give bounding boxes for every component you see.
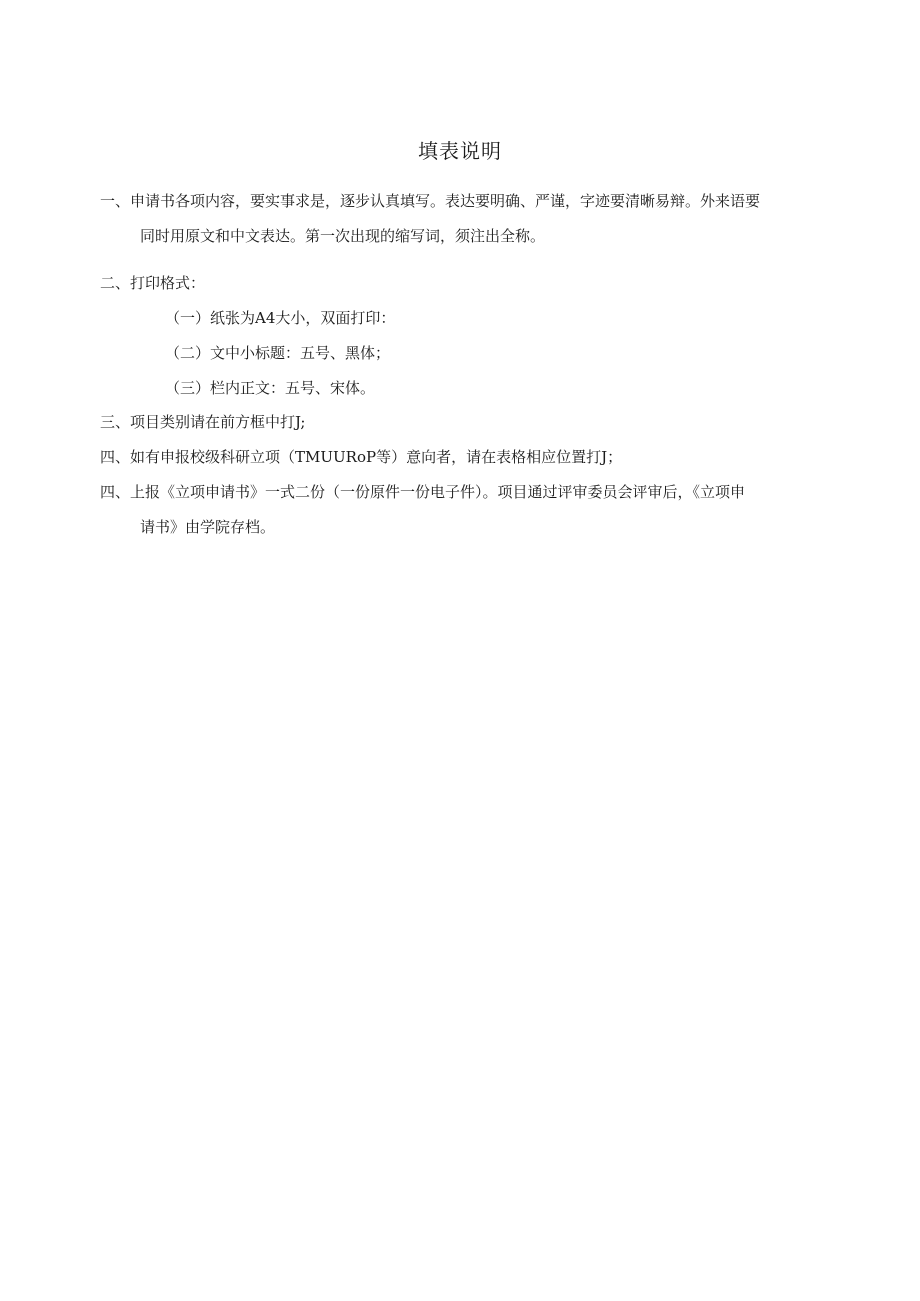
instruction-item-2-sub-2: （二）文中小标题：五号、黑体； bbox=[165, 344, 391, 362]
instruction-item-5-line-2: 请书》由学院存档。 bbox=[140, 518, 276, 536]
instruction-item-5-line-1: 四、上报《立项申请书》一式二份（一份原件一份电子件）。项目通过评审委员会评审后，《立项申 bbox=[100, 483, 746, 501]
instruction-item-2-sub-1: （一）纸张为A4大小，双面打印： bbox=[165, 309, 396, 327]
page-title: 填表说明 bbox=[418, 139, 502, 163]
instruction-item-2-sub-3: （三）栏内正文：五号、宋体。 bbox=[165, 379, 376, 397]
instruction-item-2-heading: 二、打印格式： bbox=[100, 274, 206, 292]
instruction-item-3: 三、项目类别请在前方框中打J; bbox=[100, 413, 306, 431]
instruction-item-4: 四、如有申报校级科研立项（TMUURoP等）意向者，请在表格相应位置打J； bbox=[100, 448, 623, 466]
instruction-item-1-line-1: 一、申请书各项内容，要实事求是，逐步认真填写。表达要明确、严谨，字迹要清晰易辩。外来语要 bbox=[100, 192, 761, 210]
instruction-item-1-line-2: 同时用原文和中文表达。第一次出现的缩写词，须注出全称。 bbox=[140, 227, 546, 245]
